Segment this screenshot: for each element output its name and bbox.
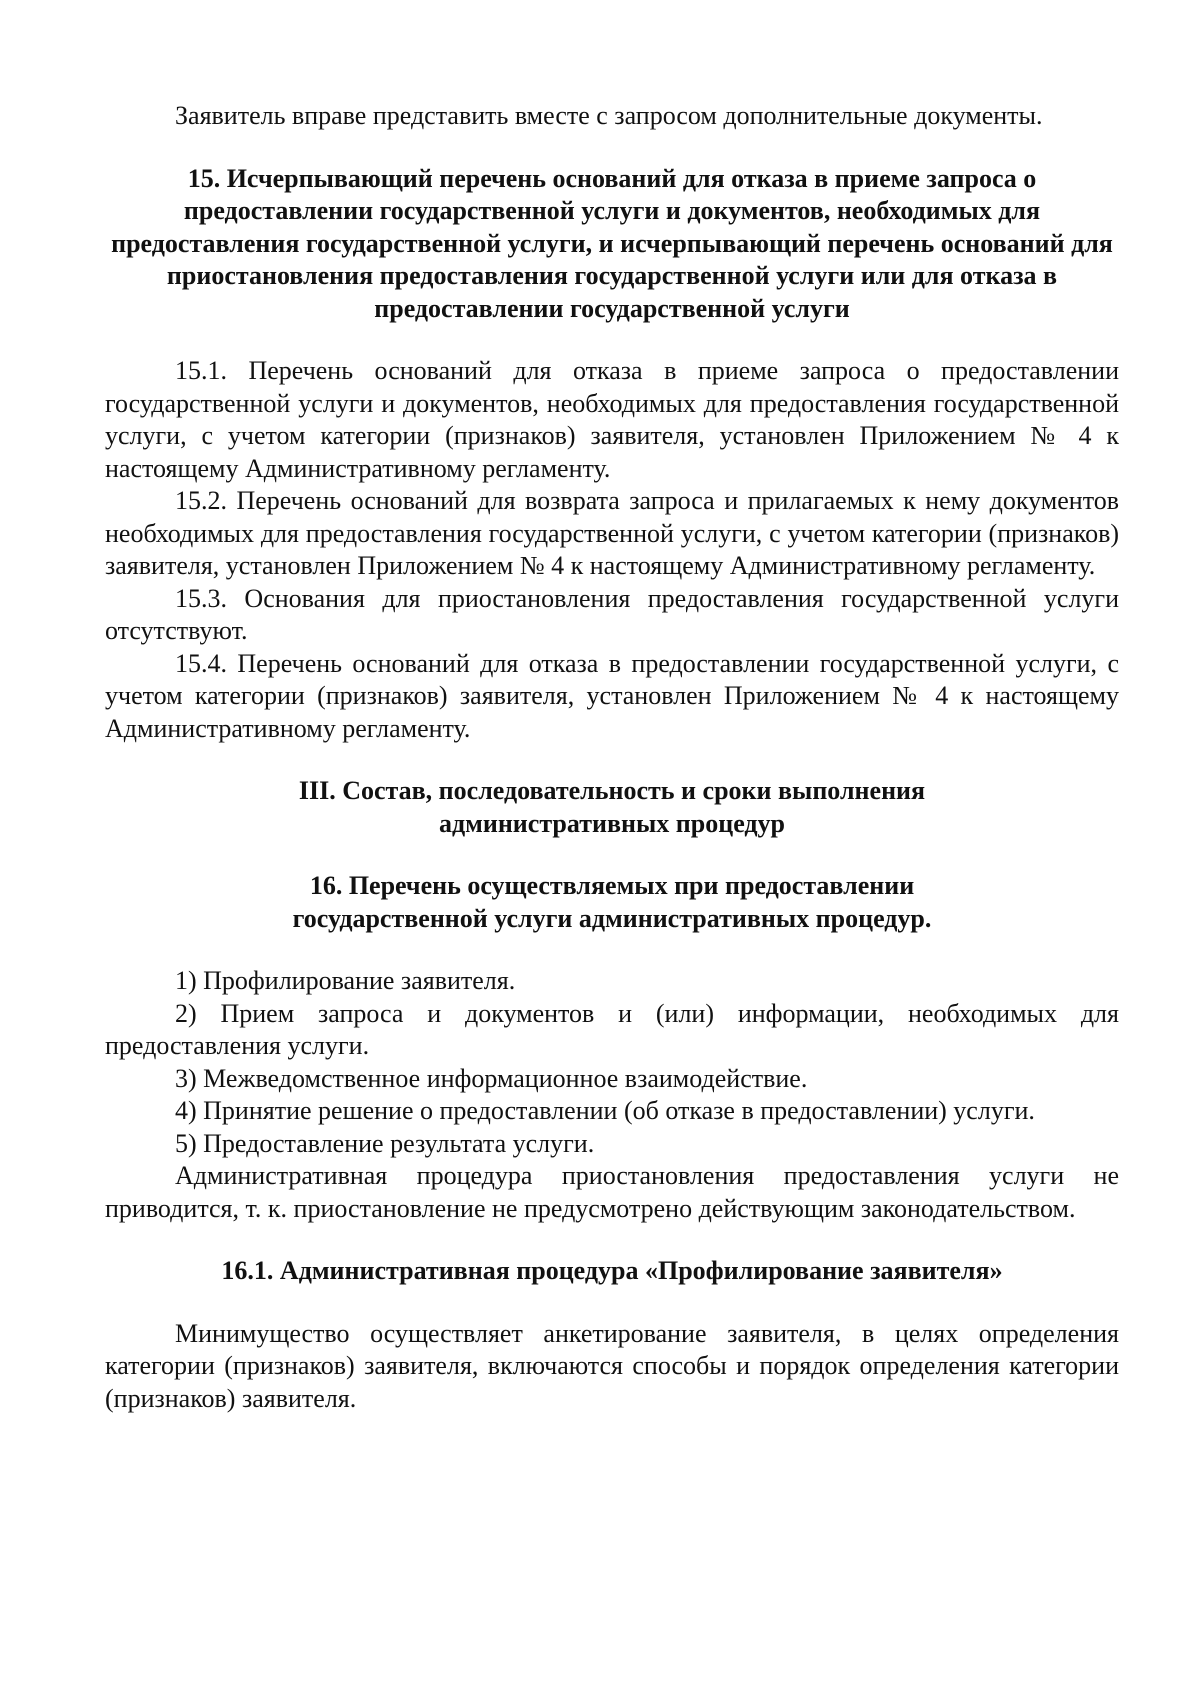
- section-15-heading: 15. Исчерпывающий перечень оснований для отказа в приеме запроса о предоставлении государственной услуги и документов, необходимых для предоставления государственной услуги, и исчерпывающий перечень оснований для приостановления предоставления государственной услуги или для отказа в предоставлении государственной услуги: [111, 163, 1113, 323]
- list-item: 1) Профилирование заявителя.: [175, 966, 516, 995]
- paragraph-15-3: 15.3. Основания для приостановления предоставления государственной услуги отсутствуют.: [105, 583, 1119, 645]
- section-16-heading: [105, 870, 1119, 935]
- list-item: 4) Принятие решение о предоставлении (об отказе в предоставлении) услуги.: [175, 1096, 1035, 1125]
- part-3-heading: [105, 775, 1119, 840]
- suspension-note: Административная процедура приостановления предоставления услуги не приводится, т. к. приостановление не предусмотрено действующим законодательством.: [105, 1161, 1119, 1223]
- part-3-heading-line1: III. Состав, последовательность и сроки выполнения: [298, 776, 926, 805]
- intro-paragraph: Заявитель вправе представить вместе с запросом дополнительные документы.: [175, 101, 1043, 130]
- paragraph-15-2: 15.2. Перечень оснований для возврата запроса и прилагаемых к нему документов необходимых для предоставления государственной услуги, с учетом категории (признаков) заявителя, установлен Приложением № 4 к настоящему Административному регламенту.: [105, 486, 1119, 580]
- section-16-1-heading: 16.1. Административная процедура «Профилирование заявителя»: [221, 1256, 1003, 1285]
- list-item: 3) Межведомственное информационное взаимодействие.: [175, 1063, 808, 1093]
- section-16-heading-line1: 16. Перечень осуществляемых при предоставлении: [309, 871, 915, 900]
- part-3-heading-line2: административных процедур: [438, 808, 786, 838]
- list-item: 5) Предоставление результата услуги.: [175, 1128, 595, 1158]
- list-item: 2) Прием запроса и документов и (или) информации, необходимых для предоставления услуги.: [105, 998, 1119, 1060]
- paragraph-15-1: 15.1. Перечень оснований для отказа в приеме запроса о предоставлении государственной услуги и документов, необходимых для предоставления государственной услуги, с учетом категории (признаков) заявителя, установлен Приложением № 4 к настоящему Административному регламенту.: [105, 356, 1119, 483]
- document-page: [105, 100, 1119, 1415]
- section-16-heading-line2: государственной услуги административных процедур.: [292, 903, 932, 933]
- paragraph-16-1: Минимущество осуществляет анкетирование заявителя, в целях определения категории (признаков) заявителя, включаются способы и порядок определения категории (признаков) заявителя.: [105, 1318, 1119, 1413]
- paragraph-15-4: 15.4. Перечень оснований для отказа в предоставлении государственной услуги, с учетом категории (признаков) заявителя, установлен Приложением № 4 к настоящему Административному регламенту.: [105, 648, 1119, 743]
